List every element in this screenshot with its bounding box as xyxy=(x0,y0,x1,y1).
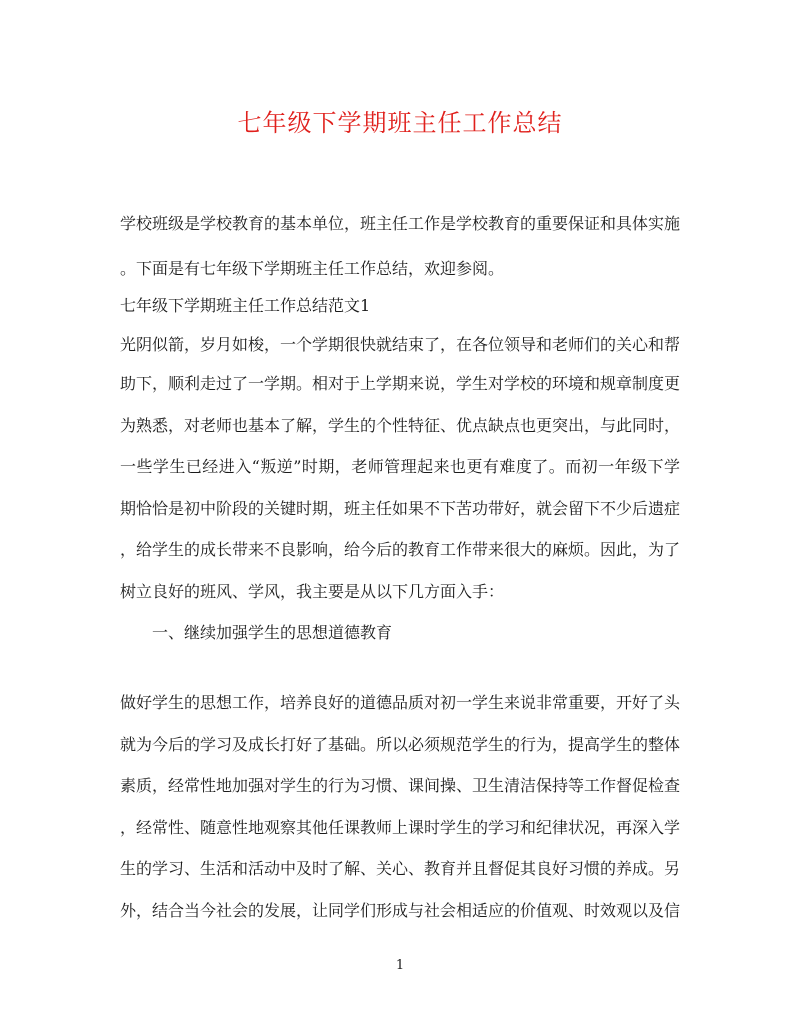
body-line: 做好学生的思想工作，培养良好的道德品质对初一学生来说非常重要，开好了头 xyxy=(120,693,681,712)
body-line: 为熟悉，对老师也基本了解，学生的个性特征、优点缺点也更突出，与此同时， xyxy=(120,416,681,435)
body-line: 。下面是有七年级下学期班主任工作总结，欢迎参阅。 xyxy=(120,259,505,278)
document-title: 七年级下学期班主任工作总结 xyxy=(237,109,563,137)
body-line: 生的学习、生活和活动中及时了解、关心、教育并且督促其良好习惯的养成。另 xyxy=(120,859,681,878)
body-line: 外，结合当今社会的发展，让同学们形成与社会相适应的价值观、时效观以及信 xyxy=(120,901,681,920)
body-line: 助下，顺利走过了一学期。相对于上学期来说，学生对学校的环境和规章制度更 xyxy=(120,374,681,393)
body-line: 光阴似箭，岁月如梭，一个学期很快就结束了，在各位领导和老师们的关心和帮 xyxy=(120,335,681,354)
body-line: 树立良好的班风、学风，我主要是从以下几方面入手： xyxy=(120,582,505,601)
body-line: 期恰恰是初中阶段的关键时期，班主任如果不下苦功带好，就会留下不少后遗症 xyxy=(120,499,681,518)
section-heading: 七年级下学期班主任工作总结范文1 xyxy=(120,296,371,315)
body-line: 素质，经常性地加强对学生的行为习惯、课间操、卫生清洁保持等工作督促检查 xyxy=(120,776,681,795)
subsection-heading: 一、继续加强学生的思想道德教育 xyxy=(120,623,393,642)
body-line: 学校班级是学校教育的基本单位，班主任工作是学校教育的重要保证和具体实施 xyxy=(120,214,681,233)
body-line: ，给学生的成长带来不良影响，给今后的教育工作带来很大的麻烦。因此，为了 xyxy=(120,540,681,559)
body-line: ，经常性、随意性地观察其他任课教师上课时学生的学习和纪律状况，再深入学 xyxy=(120,818,681,837)
body-line: 就为今后的学习及成长打好了基础。所以必须规范学生的行为，提高学生的整体 xyxy=(120,735,681,754)
body-line: 一些学生已经进入“叛逆”时期，老师管理起来也更有难度了。而初一年级下学 xyxy=(120,457,680,476)
page-number: 1 xyxy=(395,958,405,973)
